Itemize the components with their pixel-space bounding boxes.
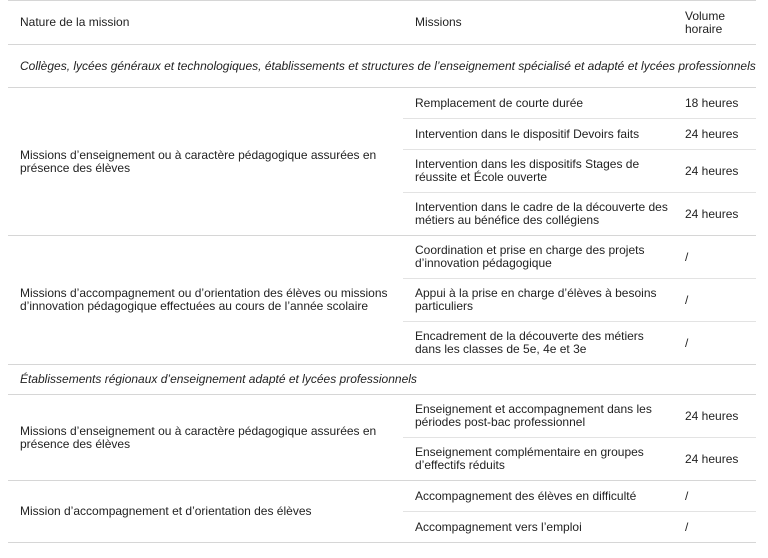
section-title: Établissements régionaux d’enseignement adapté et lycées professionnels <box>8 365 756 395</box>
volume-cell: 24 heures <box>673 395 756 438</box>
volume-cell: 24 heures <box>673 193 756 236</box>
header-volume-line2: horaire <box>685 21 723 36</box>
volume-cell: / <box>673 279 756 322</box>
table-row <box>8 395 756 438</box>
mission-cell: Enseignement et accompagnement dans les périodes post-bac professionnel <box>403 395 673 438</box>
mission-cell: Accompagnement vers l’emploi <box>403 512 673 543</box>
mission-nature: Missions d’accompagnement ou d’orientation des élèves ou missions d’innovation pédagogique effectuées au cours de l’année scolaire <box>8 236 403 365</box>
volume-cell: / <box>673 322 756 365</box>
mission-cell: Appui à la prise en charge d’élèves à besoins particuliers <box>403 279 673 322</box>
volume-cell: / <box>673 512 756 543</box>
mission-cell: Enseignement complémentaire en groupes d’effectifs réduits <box>403 438 673 481</box>
mission-cell: Intervention dans le cadre de la découverte des métiers au bénéfice des collégiens <box>403 193 673 236</box>
section-title: Collèges, lycées généraux et technologiques, établissements et structures de l’enseignement spécialisé et adapté et lycées professionnels <box>8 45 756 88</box>
section-row <box>8 365 756 395</box>
volume-cell: / <box>673 236 756 279</box>
volume-cell: 24 heures <box>673 150 756 193</box>
header-volume-line1: Volume <box>685 8 726 23</box>
mission-nature: Mission d’accompagnement et d’orientation des élèves <box>8 481 403 543</box>
mission-cell: Encadrement de la découverte des métiers dans les classes de 5e, 4e et 3e <box>403 322 673 365</box>
volume-cell: 24 heures <box>673 438 756 481</box>
table-row <box>8 481 756 512</box>
mission-nature: Missions d’enseignement ou à caractère pédagogique assurées en présence des élèves <box>8 88 403 236</box>
section-row <box>8 45 756 88</box>
header-nature: Nature de la mission <box>20 15 130 29</box>
mission-nature: Missions d’enseignement ou à caractère pédagogique assurées en présence des élèves <box>8 395 403 481</box>
mission-cell: Remplacement de courte durée <box>403 88 673 119</box>
volume-cell: 24 heures <box>673 119 756 150</box>
missions-table <box>8 0 756 543</box>
header-missions: Missions <box>415 15 462 29</box>
mission-cell: Coordination et prise en charge des projets d’innovation pédagogique <box>403 236 673 279</box>
mission-cell: Intervention dans les dispositifs Stages de réussite et École ouverte <box>403 150 673 193</box>
header-volume <box>673 1 756 45</box>
mission-cell: Accompagnement des élèves en difficulté <box>403 481 673 512</box>
table-header-row <box>8 1 756 45</box>
table-row <box>8 88 756 119</box>
volume-cell: / <box>673 481 756 512</box>
mission-cell: Intervention dans le dispositif Devoirs faits <box>403 119 673 150</box>
volume-cell: 18 heures <box>673 88 756 119</box>
table-row <box>8 236 756 279</box>
